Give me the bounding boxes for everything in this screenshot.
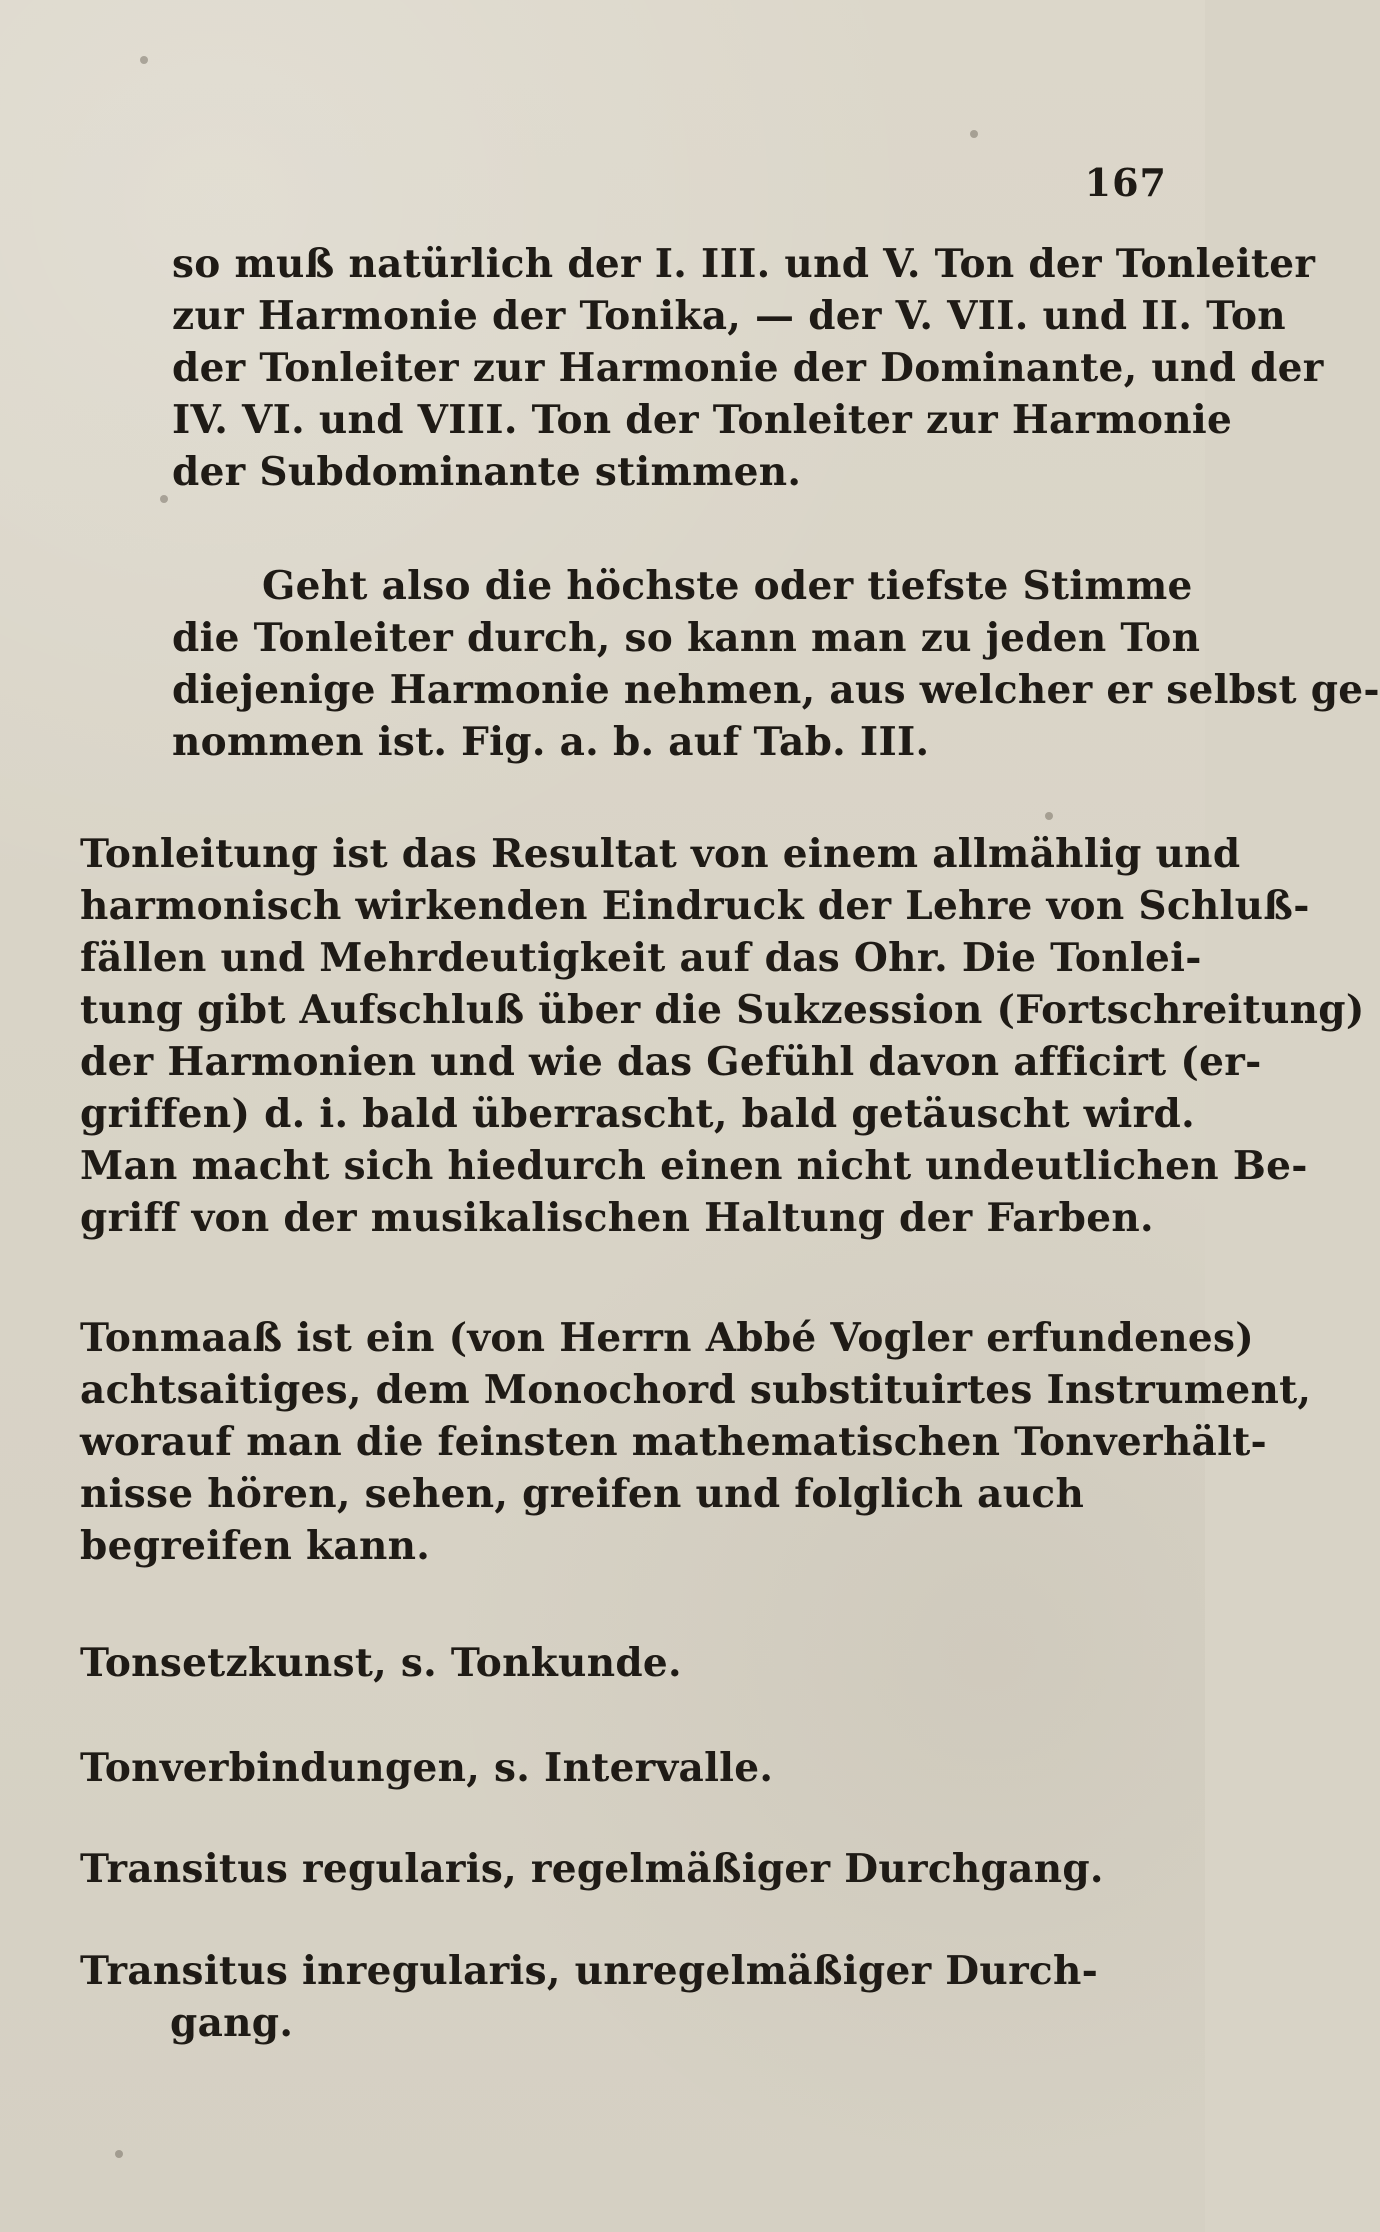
entry-line: achtsaitiges, dem Monochord substituirtes Instrument, — [80, 1367, 1312, 1413]
rule-line: nommen ist. Fig. a. b. auf Tab. III. — [172, 719, 930, 765]
dictionary-entry-tonmaass — [80, 1312, 1312, 1572]
entry-line: Transitus regularis, regelmäßiger Durchgang. — [80, 1846, 1104, 1892]
paper-speck — [1045, 812, 1053, 820]
entry-line: worauf man die feinsten mathematischen Tonverhält- — [80, 1419, 1267, 1465]
dictionary-entry-transitus-regularis — [80, 1843, 1160, 1895]
dictionary-entry-tonleitung — [80, 828, 1365, 1244]
entry-line: harmonisch wirkenden Eindruck der Lehre von Schluß- — [80, 883, 1310, 929]
intro-paragraph — [172, 238, 1324, 498]
intro-line: so muß natürlich der I. III. und V. Ton der Tonleiter — [172, 241, 1316, 287]
rule-line: die Tonleiter durch, so kann man zu jeden Ton — [172, 615, 1201, 661]
entry-line: griff von der musikalischen Haltung der Farben. — [80, 1195, 1154, 1241]
rule-line: Geht also die höchste oder tiefste Stimme — [262, 563, 1193, 609]
page-number: 167 — [1084, 160, 1167, 205]
entry-line: Tonsetzkunst, s. Tonkunde. — [80, 1640, 682, 1686]
paper-speck — [970, 130, 978, 138]
entry-line: tung gibt Aufschluß über die Sukzession (Fortschreitung) — [80, 987, 1365, 1033]
entry-line: der Harmonien und wie das Gefühl davon afficirt (er- — [80, 1039, 1262, 1085]
intro-line: IV. VI. und VIII. Ton der Tonleiter zur Harmonie — [172, 397, 1233, 443]
paper-speck — [115, 2150, 123, 2158]
dictionary-entry-tonsetzkunst — [80, 1637, 1160, 1689]
intro-line: der Subdominante stimmen. — [172, 449, 802, 495]
entry-line: Tonleitung ist das Resultat von einem allmählig und — [80, 831, 1241, 877]
dictionary-entry-tonverbindungen — [80, 1742, 1160, 1794]
entry-line: Man macht sich hiedurch einen nicht undeutlichen Be- — [80, 1143, 1308, 1189]
paper-speck — [160, 495, 168, 503]
entry-line: Tonmaaß ist ein (von Herrn Abbé Vogler erfundenes) — [80, 1315, 1255, 1361]
entry-line: Tonverbindungen, s. Intervalle. — [80, 1745, 774, 1791]
entry-line: gang. — [170, 2000, 294, 2046]
rule-paragraph — [172, 560, 1380, 768]
entry-line: griffen) d. i. bald überrascht, bald getäuscht wird. — [80, 1091, 1195, 1137]
entry-line: begreifen kann. — [80, 1523, 431, 1569]
intro-line: zur Harmonie der Tonika, — der V. VII. und II. Ton — [172, 293, 1286, 339]
entry-line: Transitus inregularis, unregelmäßiger Durch- — [80, 1948, 1099, 1994]
entry-line: fällen und Mehrdeutigkeit auf das Ohr. Die Tonlei- — [80, 935, 1202, 981]
entry-line: nisse hören, sehen, greifen und folglich auch — [80, 1471, 1085, 1517]
dictionary-entry-transitus-inregularis — [80, 1945, 1160, 2049]
paper-speck — [140, 56, 148, 64]
rule-line: diejenige Harmonie nehmen, aus welcher er selbst ge- — [172, 667, 1380, 713]
intro-line: der Tonleiter zur Harmonie der Dominante, und der — [172, 345, 1324, 391]
